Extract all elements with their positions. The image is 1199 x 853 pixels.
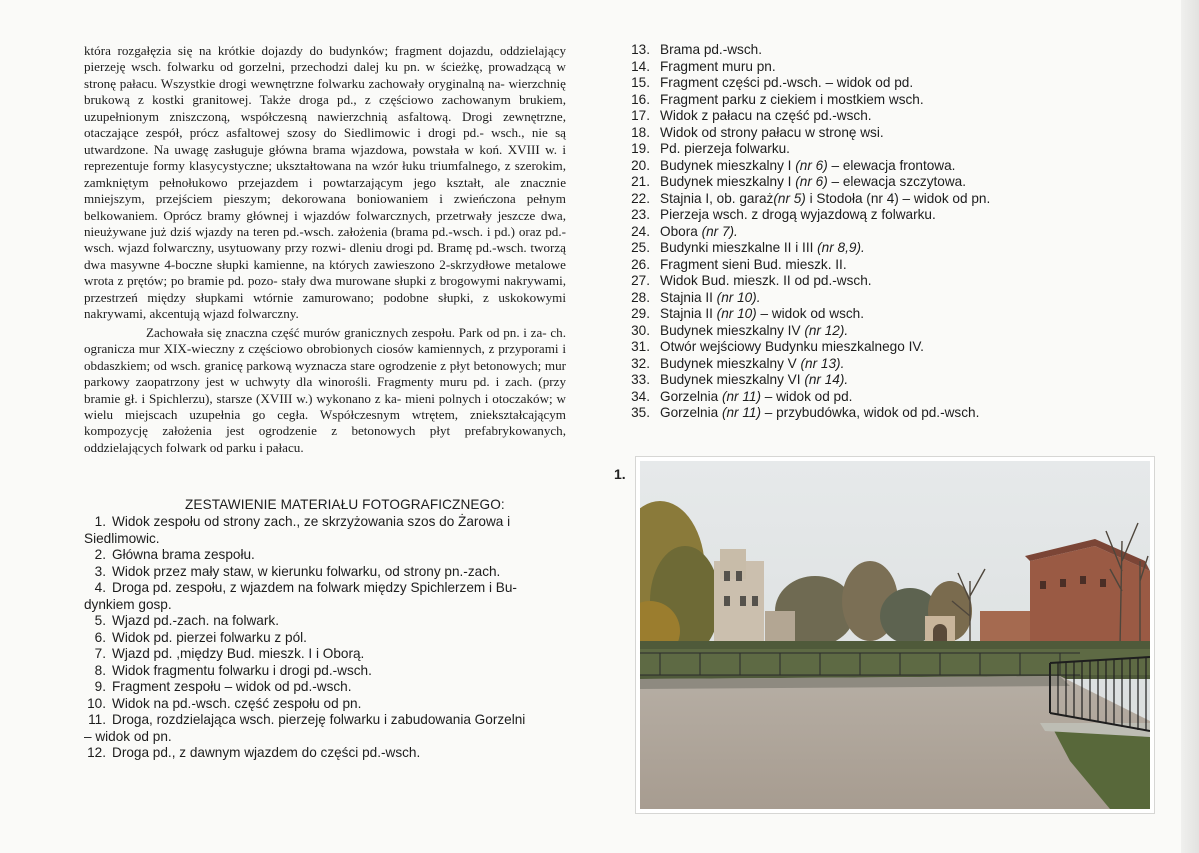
photo-list-right — [622, 42, 1042, 422]
photo-list-number: 8. — [94, 662, 106, 678]
photo-list-text: Budynek mieszkalny V — [660, 355, 801, 371]
body-text-line: prefabrykowanych, oddzielających folwark od parku i pałacu. — [84, 423, 566, 455]
photo-list-number: 16. — [631, 91, 650, 107]
body-text-line: zewnętrzne, otaczające zespół, prócz asfaltowej szosy do Siedlimowic i drogi pd.- — [84, 108, 566, 141]
photo-list-item — [622, 42, 1042, 59]
photo-list-text: Widok fragmentu folwarku i drogi pd.-wsch. — [112, 662, 372, 678]
photo-list-item — [622, 257, 1042, 274]
photo-list-item — [622, 125, 1042, 142]
photo-list-text: Gorzelnia — [660, 388, 722, 404]
photo-list-text: Widok z pałacu na część pd.-wsch. — [660, 108, 872, 123]
photo-list-text: Obora — [660, 223, 702, 239]
photo-list-item — [622, 158, 1042, 175]
photo-list-item — [84, 696, 564, 713]
photo-list-item — [84, 679, 564, 696]
photo-list-text: Fragment części pd.-wsch. – widok od pd. — [660, 75, 914, 90]
photo-list-item — [622, 174, 1042, 191]
photo-list-item — [84, 580, 564, 613]
photo-list-item — [84, 547, 564, 564]
photo-list-text: (nr 6) — [795, 157, 828, 173]
photo-list-item — [84, 646, 564, 663]
photo-list-number: 18. — [631, 124, 650, 140]
photo-list-number: 15. — [631, 75, 650, 90]
photo-list-text: (nr 14). — [804, 372, 849, 387]
photo-list-number: 32. — [631, 355, 650, 371]
photo-list-number: 19. — [631, 141, 650, 156]
photo-list-item — [622, 75, 1042, 92]
photo-list-text: – elewacja szczytowa. — [827, 174, 966, 189]
photo-list-left — [84, 514, 564, 762]
photo-list-text: Budynki mieszkalne II i III — [660, 240, 818, 255]
photo-list-text: Pierzeja wsch. z drogą wyjazdową z folwarku. — [660, 207, 936, 222]
photo-list-text: Budynek mieszkalny VI — [660, 372, 805, 387]
photo-list-text: Fragment zespołu – widok od pd.-wsch. — [112, 679, 352, 694]
photo-list-item — [622, 224, 1042, 241]
body-text-line: triumfalnego, z szerokim, zamkniętym pełnołukowo przejazdem i powtarzającym — [84, 158, 567, 190]
photo-list-number: 6. — [94, 629, 106, 645]
photo-list-text: (nr 10) — [716, 306, 757, 321]
photo-list-item — [622, 240, 1042, 257]
body-text-line: Zachowała się znaczna część murów granicznych zespołu. Park od pn. i za- — [146, 324, 547, 340]
photo-list-number: 5. — [94, 613, 106, 628]
photo-list-heading: ZESTAWIENIE MATERIAŁU FOTOGRAFICZNEGO: — [185, 497, 505, 512]
photo-list-text: Widok pd. pierzei folwarku z pól. — [112, 629, 307, 645]
photo-list-number: 35. — [631, 405, 650, 420]
photo-list-number: 24. — [631, 223, 650, 239]
photo-list-item — [622, 141, 1042, 158]
body-text-line: na których zawieszono 2-skrzydłowe metalowe wrota z prętów; po bramie pd. pozo- — [84, 256, 566, 289]
photo-list-number: 2. — [94, 547, 106, 562]
photo-number: 1. — [614, 466, 626, 482]
body-text-line: koń. XVIII w. i reprezentuje formy klasycystyczne; ukształtowana na wzór łuku — [84, 141, 567, 174]
photo-list-text: Brama pd.-wsch. — [660, 42, 762, 57]
photo-list-text: Fragment muru pn. — [660, 58, 776, 74]
page-edge-shadow — [1181, 0, 1199, 853]
body-text-line: płyt betonowych; mur parkowy zaopatrzony jest w uchwyty dla winorośli. Fragmenty — [84, 357, 566, 390]
photo-list-number: 1. — [94, 514, 106, 529]
photo-list-text: – widok od pd. — [761, 388, 853, 404]
photo-list-text: Droga pd. zespołu, z wjazdem na folwark między Spichlerzem i Bu- — [112, 580, 517, 595]
photo-list-number: 26. — [631, 256, 650, 272]
photo-list-item — [622, 356, 1042, 373]
photo-list-text: (nr 12). — [804, 322, 849, 338]
photo-list-item — [622, 59, 1042, 76]
photo-list-number: 29. — [631, 306, 650, 321]
photo-list-item — [622, 108, 1042, 125]
photo-list-number: 22. — [631, 190, 650, 206]
photo-list-text: i Stodoła (nr 4) – widok od pn. — [805, 190, 991, 206]
photo-list-text: (nr 13). — [800, 355, 845, 371]
photo-list-text: (nr 6) — [795, 174, 828, 189]
body-text-line: która rozgałęzia się na krótkie dojazdy do budynków; fragment dojazdu, oddzielający — [84, 43, 566, 58]
photo-list-number: 12. — [87, 745, 106, 760]
photo-list-item — [622, 372, 1042, 389]
body-text-line: folwarczny. — [237, 306, 299, 322]
body-text-line: pierzeję wsch. folwarku od gorzelni, przechodzi dalej ku pn. w ścieżkę, prowadzącą — [84, 59, 551, 75]
photo-list-text: Budynek mieszkalny I — [660, 174, 796, 189]
photo-list-text-continued: dynkiem gosp. — [84, 596, 172, 612]
photo-list-item — [84, 514, 564, 547]
body-text-line: przetrwały jeszcze dwa, nieużywane już dziś wjazdy na teren pd.-wsch. założenia — [84, 207, 566, 239]
photo-list-text: Widok Bud. mieszk. II od pd.-wsch. — [660, 273, 872, 288]
photo-list-number: 10. — [87, 695, 106, 711]
body-text-line: i zwieńczona pełnym belkowaniem. Oprócz bramy głównej i wjazdów folwarcznych, — [84, 191, 566, 223]
photo-list-item — [622, 339, 1042, 356]
photo-list-text: (nr 10). — [716, 289, 761, 305]
photo-list-item — [84, 745, 564, 762]
photo-list-text: – widok od wsch. — [756, 306, 865, 321]
photo-list-text: Widok przez mały staw, w kierunku folwarku, od strony pn.-zach. — [112, 563, 501, 579]
photo-list-item — [84, 630, 564, 647]
body-text-line: przyporami i obdaszkiem; od wsch. granicę parkową wyznacza stare ogrodzenie z — [84, 341, 567, 373]
body-text — [84, 43, 566, 456]
photo-list-text: – elewacja frontowa. — [827, 157, 956, 173]
photo-list-number: 7. — [94, 646, 106, 661]
photo-list-item — [622, 191, 1042, 208]
photo-list-text: Fragment sieni Bud. mieszk. II. — [660, 256, 847, 272]
photo-list-number: 28. — [631, 289, 650, 305]
photo-list-item — [84, 613, 564, 630]
body-text-line: w stronę pałacu. Wszystkie drogi wewnętrzne folwarku zachowały oryginalną na- — [84, 59, 567, 91]
photo-list-text: Pd. pierzeja folwarku. — [660, 141, 790, 156]
photo-list-item — [84, 663, 564, 680]
photo-list-text: Widok na pd.-wsch. część zespołu od pn. — [112, 695, 362, 711]
photo-estate-view-image — [640, 461, 1150, 809]
photo-list-number: 30. — [631, 322, 650, 338]
body-text-line: wierzchnię brukową z kostki granitowej. Także droga pd., z częściowo zachowanym — [84, 75, 566, 108]
photograph — [636, 457, 1154, 813]
photo-list-text: Wjazd pd.-zach. na folwark. — [112, 613, 279, 628]
photo-list-item — [622, 273, 1042, 290]
photo-list-text: Stajnia II — [660, 306, 717, 321]
photo-list-text: Stajnia I, ob. garaż — [660, 190, 774, 206]
photo-list-item — [622, 389, 1042, 406]
photo-list-number: 27. — [631, 273, 650, 288]
photo-list-text: (nr 7). — [701, 223, 738, 239]
photo-list-text: Fragment parku z ciekiem i mostkiem wsch. — [660, 91, 924, 107]
photo-list-text: Widok zespołu od strony zach., ze skrzyżowania szos do Żarowa i — [112, 514, 511, 529]
photo-list-item — [622, 323, 1042, 340]
photo-list-number: 33. — [631, 372, 650, 387]
photo-list-item — [622, 306, 1042, 323]
photo-list-number: 31. — [631, 339, 650, 354]
photo-list-number: 11. — [88, 712, 106, 727]
photo-list-text: Gorzelnia — [660, 405, 722, 420]
photo-list-item — [622, 207, 1042, 224]
photo-list-item — [622, 405, 1042, 422]
photo-list-text: Otwór wejściowy Budynku mieszkalnego IV. — [660, 339, 924, 354]
photo-list-text: Główna brama zespołu. — [112, 547, 255, 562]
photo-list-number: 34. — [631, 388, 650, 404]
photo-list-text: Budynek mieszkalny I — [660, 157, 796, 173]
photo-list-text: Stajnia II — [660, 289, 717, 305]
photo-list-text: Droga pd., z dawnym wjazdem do części pd.-wsch. — [112, 745, 421, 760]
photo-list-item — [622, 92, 1042, 109]
body-text-line: ch. ogranicza mur XIX-wieczny z częściowo obrobionych ciosów kamiennych, z — [84, 324, 566, 357]
photo-list-number: 23. — [631, 207, 650, 222]
body-text-line: wsch., nie są utwardzone. Na uwagę zasługuje główna brama wjazdowa, powstała w — [84, 125, 566, 157]
photo-list-number: 21. — [631, 174, 650, 189]
photo-list-number: 4. — [94, 580, 106, 595]
photo-list-text: (nr 8,9). — [817, 240, 865, 255]
photo-list-number: 17. — [631, 108, 650, 123]
photo-list-text: Wjazd pd. ,między Bud. mieszk. I i Oborą. — [112, 646, 365, 661]
body-paragraph-2 — [84, 325, 566, 457]
body-text-line: (brama pd.-wsch. i pd.) oraz pd.-wsch. wjazd folwarczny, usytuowany przy rozwi- — [84, 223, 566, 256]
body-text-line: mieni polnych i otoczaków; w wielu miejscach uzupełnia go cegła. Współczesnym — [84, 390, 566, 422]
photo-list-text: – przybudówka, widok od pd.-wsch. — [761, 405, 980, 420]
photo-list-text: (nr 11) — [721, 405, 761, 420]
photo-list-item — [622, 290, 1042, 307]
photo-list-text: (nr 5) — [773, 190, 806, 206]
photo-list-number: 20. — [631, 157, 650, 173]
photo-list-item — [84, 564, 564, 581]
body-text-line: stały dwa murowane słupki z brogowymi nakrywami, przestrzeń między słupkami — [84, 273, 567, 305]
photo-list-number: 14. — [631, 58, 650, 74]
body-text-line: dleniu drogi pd. Bramę pd.-wsch. tworzą dwa masywne 4-boczne słupki kamienne, — [84, 240, 566, 272]
photo-list-number: 3. — [94, 563, 106, 579]
photo-list-number: 9. — [94, 679, 106, 694]
photo-list-text: Budynek mieszkalny IV — [660, 322, 805, 338]
body-text-line: wtórnie zamurowano; podobne słupki, z uskokowymi nakrywami, akcentują wjazd — [84, 289, 566, 322]
body-text-line: wtrętem, zniekształcającym kompozycję założenia jest ogrodzenie z betonowych płyt — [84, 406, 566, 439]
body-paragraph-1 — [84, 43, 566, 323]
photo-list-text-continued: Siedlimowic. — [84, 530, 160, 546]
body-text-line: muru pd. i zach. (przy bramie gł. i Spichlerzu), starsze (XVIII w.) wykonano z ka- — [84, 374, 567, 406]
photo-list-text: (nr 11) — [721, 388, 761, 404]
photo-list-text: Widok od strony pałacu w stronę wsi. — [660, 124, 884, 140]
photo-list-number: 25. — [631, 240, 650, 255]
photo-list-text: Droga, rozdzielająca wsch. pierzeję folwarku i zabudowania Gorzelni — [112, 712, 526, 727]
photo-list-number: 13. — [631, 42, 650, 57]
body-text-line: jego kształt, ale znacznie mniejszym, przejściem pieszym; dekorowana boniowaniem — [84, 174, 567, 207]
photo-list-item — [84, 712, 564, 745]
photo-list-text-continued: – widok od pn. — [84, 728, 172, 744]
body-text-line: brukiem, uzupełnionym zniszczoną, współczesną nawierzchnią asfaltową. Drogi — [84, 92, 566, 124]
